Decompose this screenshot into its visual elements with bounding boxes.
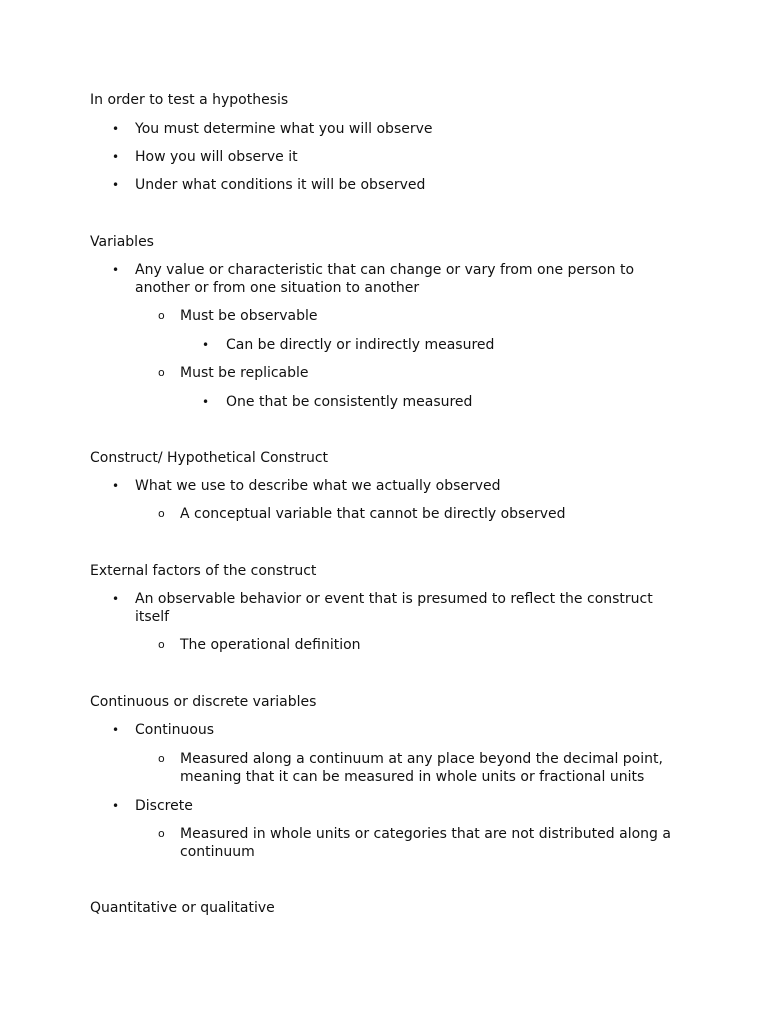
sub-sub-bullet-marker: • <box>202 395 210 409</box>
bullet-marker: • <box>112 263 120 277</box>
section-heading: Variables <box>90 234 154 250</box>
list-item: Under what conditions it will be observed <box>135 177 426 193</box>
sub-bullet-marker: o <box>158 366 165 379</box>
section-heading: In order to test a hypothesis <box>90 92 289 108</box>
bullet-marker: • <box>112 479 120 493</box>
list-item: You must determine what you will observe <box>135 121 433 137</box>
bullet-marker: • <box>112 122 120 136</box>
list-item-line: another or from one situation to another <box>135 280 420 296</box>
sub-list-item: A conceptual variable that cannot be directly observed <box>180 506 566 522</box>
section-heading: Continuous or discrete variables <box>90 694 317 710</box>
sub-bullet-marker: o <box>158 507 165 520</box>
list-item-line: An observable behavior or event that is presumed to reflect the construct <box>135 591 653 607</box>
sub-list-item-line: Measured along a continuum at any place beyond the decimal point, <box>180 751 663 767</box>
sub-sub-list-item: One that be consistently measured <box>226 394 473 410</box>
sub-bullet-marker: o <box>158 309 165 322</box>
sub-bullet-marker: o <box>158 638 165 651</box>
sub-bullet-marker: o <box>158 752 165 765</box>
list-item-line: Any value or characteristic that can change or vary from one person to <box>135 262 635 278</box>
list-item: Continuous <box>135 722 215 738</box>
sub-list-item-line: meaning that it can be measured in whole units or fractional units <box>180 769 645 785</box>
section-heading: Quantitative or qualitative <box>90 900 275 916</box>
list-item: Discrete <box>135 798 193 814</box>
bullet-marker: • <box>112 799 120 813</box>
list-item: What we use to describe what we actually observed <box>135 478 501 494</box>
bullet-marker: • <box>112 592 120 606</box>
sub-list-item-line: continuum <box>180 844 255 860</box>
sub-list-item: Must be replicable <box>180 365 309 381</box>
sub-list-item: Must be observable <box>180 308 318 324</box>
bullet-marker: • <box>112 178 120 192</box>
bullet-marker: • <box>112 150 120 164</box>
bullet-marker: • <box>112 723 120 737</box>
section-heading: Construct/ Hypothetical Construct <box>90 450 329 466</box>
sub-sub-bullet-marker: • <box>202 338 210 352</box>
sub-bullet-marker: o <box>158 827 165 840</box>
sub-list-item-line: Measured in whole units or categories that are not distributed along a <box>180 826 671 842</box>
sub-list-item: The operational definition <box>180 637 361 653</box>
list-item-line: itself <box>135 609 170 625</box>
sub-sub-list-item: Can be directly or indirectly measured <box>226 337 495 353</box>
list-item: How you will observe it <box>135 149 298 165</box>
section-heading: External factors of the construct <box>90 563 317 579</box>
